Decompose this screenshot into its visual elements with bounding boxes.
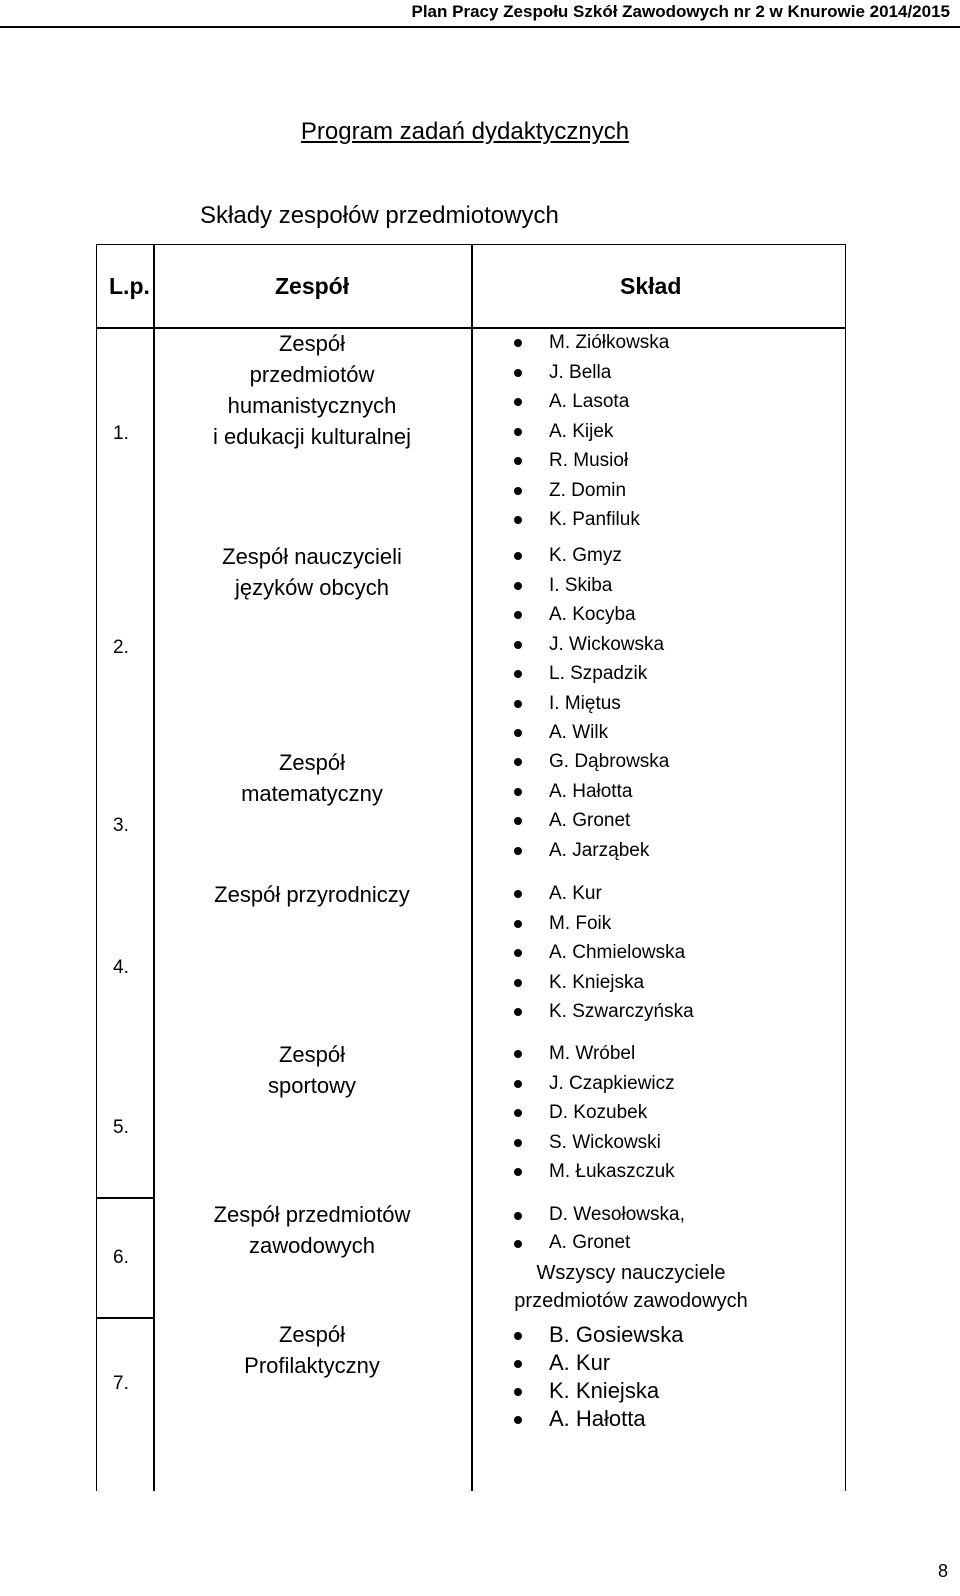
header-members: Skład: [620, 273, 682, 299]
member-item: J. Czapkiewicz: [501, 1069, 675, 1099]
member-item: D. Wesołowska,: [501, 1201, 685, 1229]
member-item: A. Chmielowska: [501, 938, 694, 968]
row-6-note: Wszyscy nauczyciele przedmiotów zawodowych: [514, 1262, 748, 1312]
row-5-lp: 5.: [113, 1117, 129, 1138]
row-1-lp: 1.: [113, 423, 129, 444]
member-item: M. Wróbel: [501, 1039, 675, 1069]
member-item: K. Szwarczyńska: [501, 997, 694, 1027]
member-item: K. Gmyz: [501, 541, 664, 571]
page-number: 8: [937, 1561, 948, 1581]
member-item: A. Wilk: [501, 718, 664, 748]
row-7-team: Zespół Profilaktyczny: [244, 1322, 380, 1378]
member-item: A. Gronet: [501, 806, 669, 836]
row-2-team: Zespół nauczycieli języków obcych: [222, 544, 402, 600]
member-item: A. Jarząbek: [501, 836, 669, 866]
member-item: R. Musioł: [501, 446, 669, 476]
member-item: K. Kniejska: [501, 1377, 684, 1405]
row-1-team: Zespół przedmiotów humanistycznych i edukacji kulturalnej: [212, 331, 412, 449]
row-6-team: Zespół przedmiotów zawodowych: [213, 1202, 411, 1258]
row-4-team: Zespół przyrodniczy: [214, 882, 410, 907]
row-4-members: [501, 879, 694, 1027]
document-title: Program zadań dydaktycznych: [300, 118, 630, 145]
row-3-lp: 3.: [113, 815, 129, 836]
member-item: S. Wickowski: [501, 1128, 675, 1158]
header-team: Zespół: [275, 273, 350, 299]
member-item: A. Kur: [501, 879, 694, 909]
member-item: M. Łukaszczuk: [501, 1157, 675, 1187]
member-item: K. Kniejska: [501, 968, 694, 998]
document-subtitle: Składy zespołów przedmiotowych: [200, 202, 559, 229]
member-item: B. Gosiewska: [501, 1321, 684, 1349]
row-3-team: Zespół matematyczny: [241, 750, 383, 806]
member-item: A. Gronet: [501, 1229, 685, 1257]
header-lp: L.p.: [109, 273, 150, 299]
member-item: A. Hałotta: [501, 777, 669, 807]
row-5-team: Zespół sportowy: [267, 1042, 357, 1098]
column-divider-team: [471, 245, 473, 1491]
member-item: M. Foik: [501, 909, 694, 939]
member-item: A. Lasota: [501, 387, 669, 417]
page-header: Plan Pracy Zespołu Szkół Zawodowych nr 2 w Knurowie 2014/2015: [411, 2, 950, 21]
row-divider-lp: [97, 1197, 153, 1199]
member-item: G. Dąbrowska: [501, 747, 669, 777]
member-item: J. Bella: [501, 358, 669, 388]
row-2-lp: 2.: [113, 637, 129, 658]
row-7-members: [501, 1321, 684, 1433]
row-6-lp: 6.: [113, 1247, 129, 1268]
member-item: J. Wickowska: [501, 630, 664, 660]
member-item: D. Kozubek: [501, 1098, 675, 1128]
row-divider-lp: [97, 1317, 153, 1319]
member-item: Z. Domin: [501, 476, 669, 506]
row-7-lp: 7.: [113, 1373, 129, 1394]
member-item: A. Kur: [501, 1349, 684, 1377]
member-item: A. Hałotta: [501, 1405, 684, 1433]
member-item: M. Ziółkowska: [501, 328, 669, 358]
row-5-members: [501, 1039, 675, 1187]
member-item: L. Szpadzik: [501, 659, 664, 689]
row-6-members: [501, 1201, 685, 1257]
member-item: I. Miętus: [501, 689, 664, 719]
member-item: K. Panfiluk: [501, 505, 669, 535]
row-2-members: [501, 541, 664, 748]
row-3-members: [501, 747, 669, 865]
header-divider: [0, 26, 960, 28]
row-1-members: [501, 328, 669, 535]
member-item: A. Kocyba: [501, 600, 664, 630]
member-item: A. Kijek: [501, 417, 669, 447]
teams-table: [96, 244, 846, 1491]
member-item: I. Skiba: [501, 571, 664, 601]
row-4-lp: 4.: [113, 957, 129, 978]
